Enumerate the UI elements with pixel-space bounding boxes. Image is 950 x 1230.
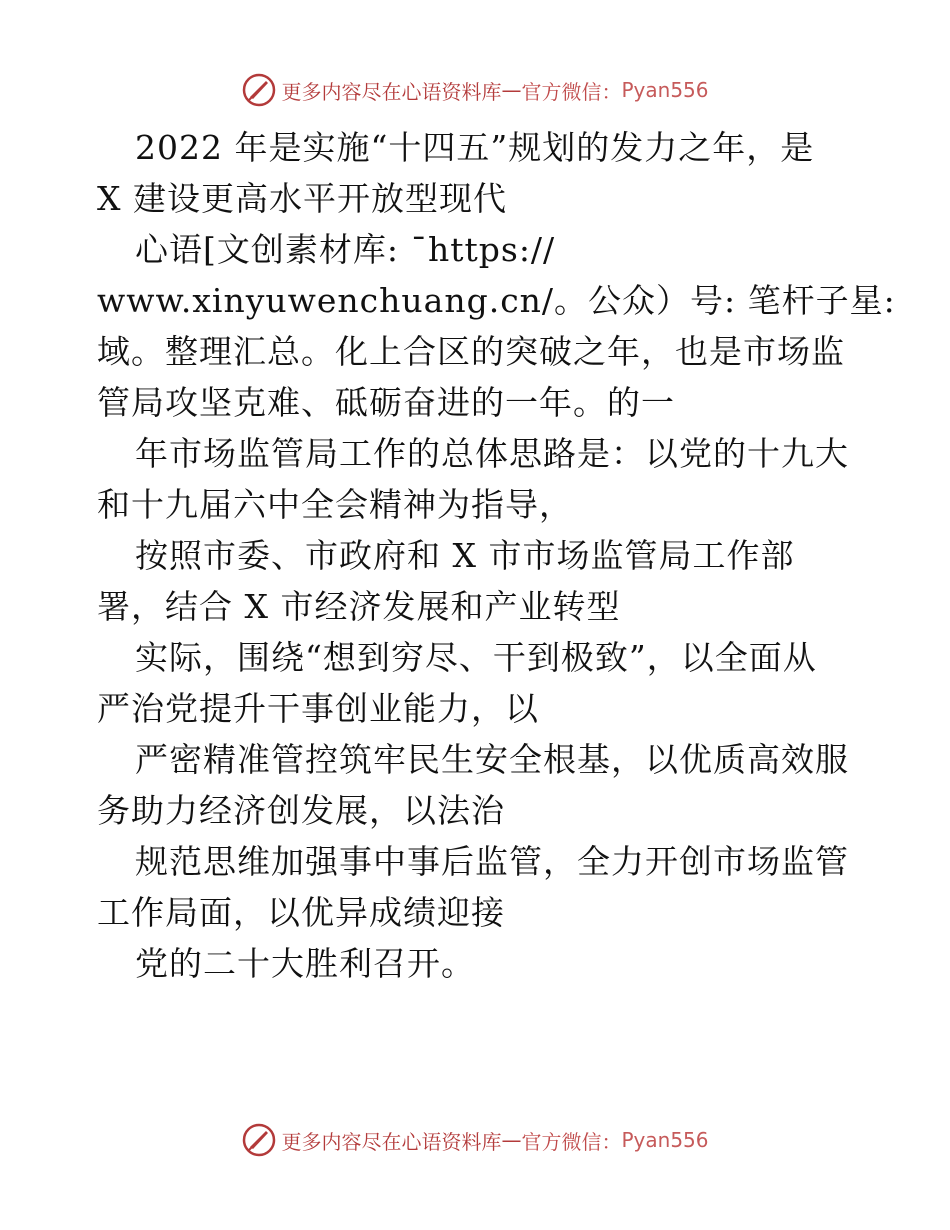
banner-wechat-label: 官方微信： — [521, 79, 622, 104]
banner-dash: — — [501, 1128, 522, 1152]
body-line: 严治党提升干事创业能力，以 — [97, 689, 539, 728]
banner-site-text: 更多内容尽在心语资料库 — [281, 1129, 502, 1154]
banner-wechat-label: 官方微信： — [521, 1129, 622, 1154]
body-line: 管局攻坚克难、砥砺奋进的一年。的一 — [97, 383, 675, 422]
banner-wechat-id: Pyan556 — [621, 78, 709, 102]
banner-site-text: 更多内容尽在心语资料库 — [281, 79, 502, 104]
body-line: 工作局面，以优异成绩迎接 — [97, 893, 505, 932]
body-line: 务助力经济创发展，以法治 — [97, 791, 505, 830]
feather-pen-logo-icon — [241, 72, 277, 108]
body-line: 和十九届六中全会精神为指导， — [97, 485, 573, 524]
footer-banner — [0, 1120, 950, 1160]
body-line: 年市场监管局工作的总体思路是：以党的十九大 — [135, 434, 849, 473]
body-line: 党的二十大胜利召开。 — [135, 944, 475, 983]
header-banner — [0, 70, 950, 110]
body-line: 署，结合 X 市经济发展和产业转型 — [97, 587, 621, 626]
body-line: 严密精准管控筑牢民生安全根基，以优质高效服 — [135, 740, 849, 779]
body-line: 域。整理汇总。化上合区的突破之年，也是市场监 — [97, 332, 845, 371]
body-line: 规范思维加强事中事后监管，全力开创市场监管 — [135, 842, 849, 881]
body-line: 心语[文创素材库: ¯https:// — [135, 230, 556, 269]
body-line: www.xinyuwenchuang.cn/。公众）号: 笔杆子星: — [97, 281, 896, 320]
banner-dash: — — [501, 78, 522, 102]
feather-pen-logo-icon — [241, 1122, 277, 1158]
banner-wechat-id: Pyan556 — [621, 1128, 709, 1152]
body-line: 实际，围绕“想到穷尽、干到极致”，以全面从 — [135, 638, 817, 677]
body-line: X 建设更高水平开放型现代 — [97, 179, 507, 218]
body-line: 2022 年是实施“十四五”规划的发力之年，是 — [135, 128, 815, 167]
body-line: 按照市委、市政府和 X 市市场监管局工作部 — [135, 536, 795, 575]
document-body — [97, 122, 896, 989]
